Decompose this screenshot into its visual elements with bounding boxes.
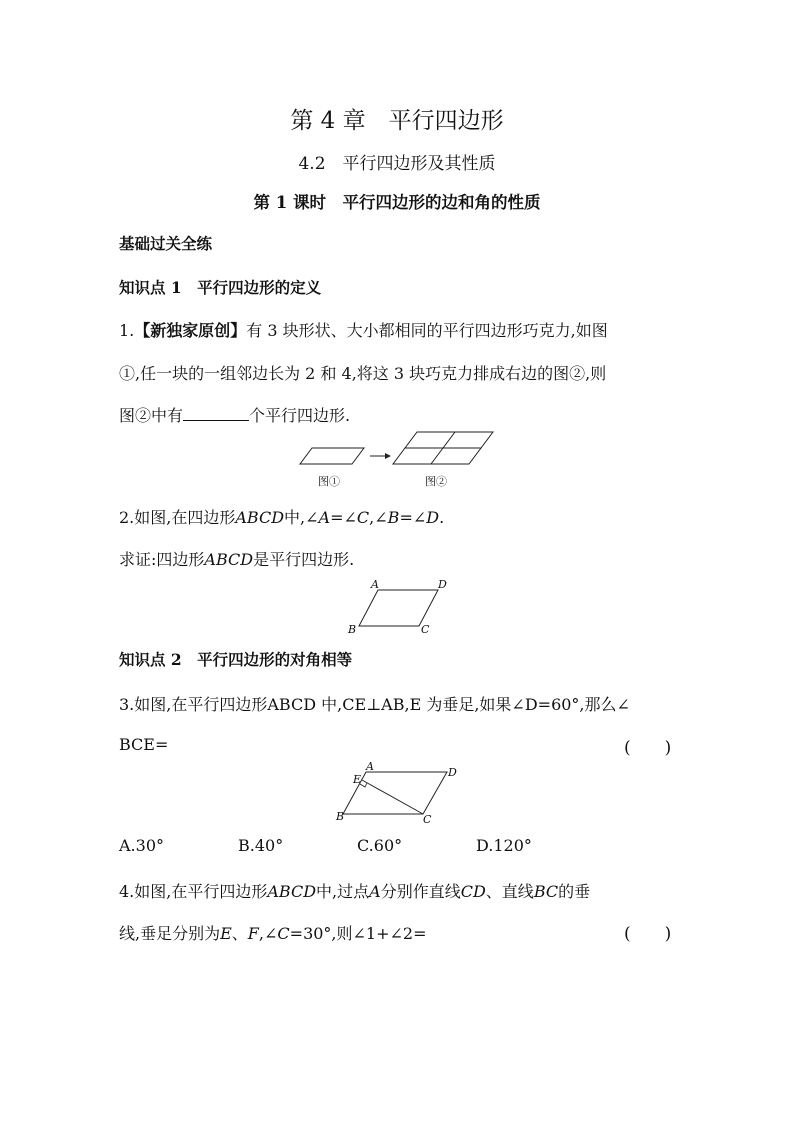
q4-var: F (247, 924, 259, 943)
fig1-caption: 图① (318, 475, 340, 488)
q4-text: 中,过点 (316, 882, 370, 901)
q1-number: 1. (119, 321, 135, 340)
q3-label-d: D (448, 766, 457, 779)
q3-line1: 3.如图,在平行四边形ABCD 中,CE⊥AB,E 为垂足,如果∠D=60°,那么∠ (119, 695, 630, 714)
q3-option-a[interactable]: A.30° (119, 836, 164, 855)
q4-var: E (220, 924, 232, 943)
q3-answer-paren[interactable]: ( ) (624, 738, 672, 758)
q2-label-d: D (438, 578, 447, 591)
q2-text: 2.如图,在四边形 (119, 508, 236, 527)
q3-label-e: E (353, 773, 362, 786)
q4-var: A (369, 882, 381, 901)
knowledge-point-1: 知识点 1 平行四边形的定义 (119, 278, 322, 297)
q3-label-c: C (423, 813, 432, 826)
q1-tag: 【新独家原创】 (134, 321, 247, 340)
q4-answer-paren[interactable]: ( ) (624, 924, 672, 944)
q4-text: 分别作直线 (380, 882, 461, 901)
q2-text: . (439, 508, 445, 527)
q3-option-d[interactable]: D.120° (476, 836, 532, 855)
lesson-title: 第 1 课时 平行四边形的边和角的性质 (253, 193, 541, 212)
q4-var: CD (460, 882, 486, 901)
q4-text: 线,垂足分别为 (119, 924, 221, 943)
q2-text: 求证:四边形 (119, 550, 205, 569)
q1-text-1: 有 3 块形状、大小都相同的平行四边形巧克力,如图 (246, 321, 608, 340)
q3-label-a: A (366, 760, 374, 773)
q4-text: 的垂 (558, 882, 591, 901)
q2-label-c: C (421, 623, 430, 636)
q2-var: C (356, 508, 370, 527)
q4-var: C (277, 924, 290, 943)
q4-text: 、 (231, 924, 248, 943)
q4-text: ,∠ (258, 924, 278, 943)
q3-option-b[interactable]: B.40° (238, 836, 284, 855)
section-title: 4.2 平行四边形及其性质 (298, 154, 496, 174)
q4-text: 、直线 (485, 882, 534, 901)
q2-label-a: A (371, 578, 379, 591)
q3-line2: BCE= (119, 735, 169, 754)
practice-label: 基础过关全练 (119, 234, 213, 253)
q2-text: 中,∠ (284, 508, 319, 527)
q1-text-3a: 图②中有 (119, 406, 184, 425)
q2-text: =∠ (330, 508, 357, 527)
knowledge-point-2: 知识点 2 平行四边形的对角相等 (119, 650, 353, 669)
q2-var: D (426, 508, 440, 527)
q4-var: BC (533, 882, 559, 901)
q2-var: B (387, 508, 400, 527)
q2-text: =∠ (399, 508, 427, 527)
q2-text: 是平行四边形. (253, 550, 355, 569)
q3-segment-ce (362, 780, 423, 814)
q4-line1 (119, 879, 590, 902)
q4-line2 (119, 921, 427, 944)
q4-text: 4.如图,在平行四边形 (119, 882, 268, 901)
q1-line2: ①,任一块的一组邻边长为 2 和 4,将这 3 块巧克力排成右边的图②,则 (119, 364, 607, 383)
q3-option-c[interactable]: C.60° (357, 836, 403, 855)
q2-var: ABCD (235, 508, 285, 527)
q2-var: ABCD (204, 550, 254, 569)
q2-text: ,∠ (369, 508, 388, 527)
q4-text: =30°,则∠1+∠2= (289, 924, 427, 943)
q2-var: A (318, 508, 331, 527)
q3-label-b: B (336, 810, 345, 823)
q3-right-angle-mark (360, 783, 367, 787)
q2-label-b: B (348, 623, 357, 636)
q1-text-3b: 个平行四边形. (249, 406, 351, 425)
q4-var: ABCD (267, 882, 317, 901)
chapter-title: 第 4 章 平行四边形 (290, 108, 504, 134)
fig2-caption: 图② (425, 475, 447, 488)
